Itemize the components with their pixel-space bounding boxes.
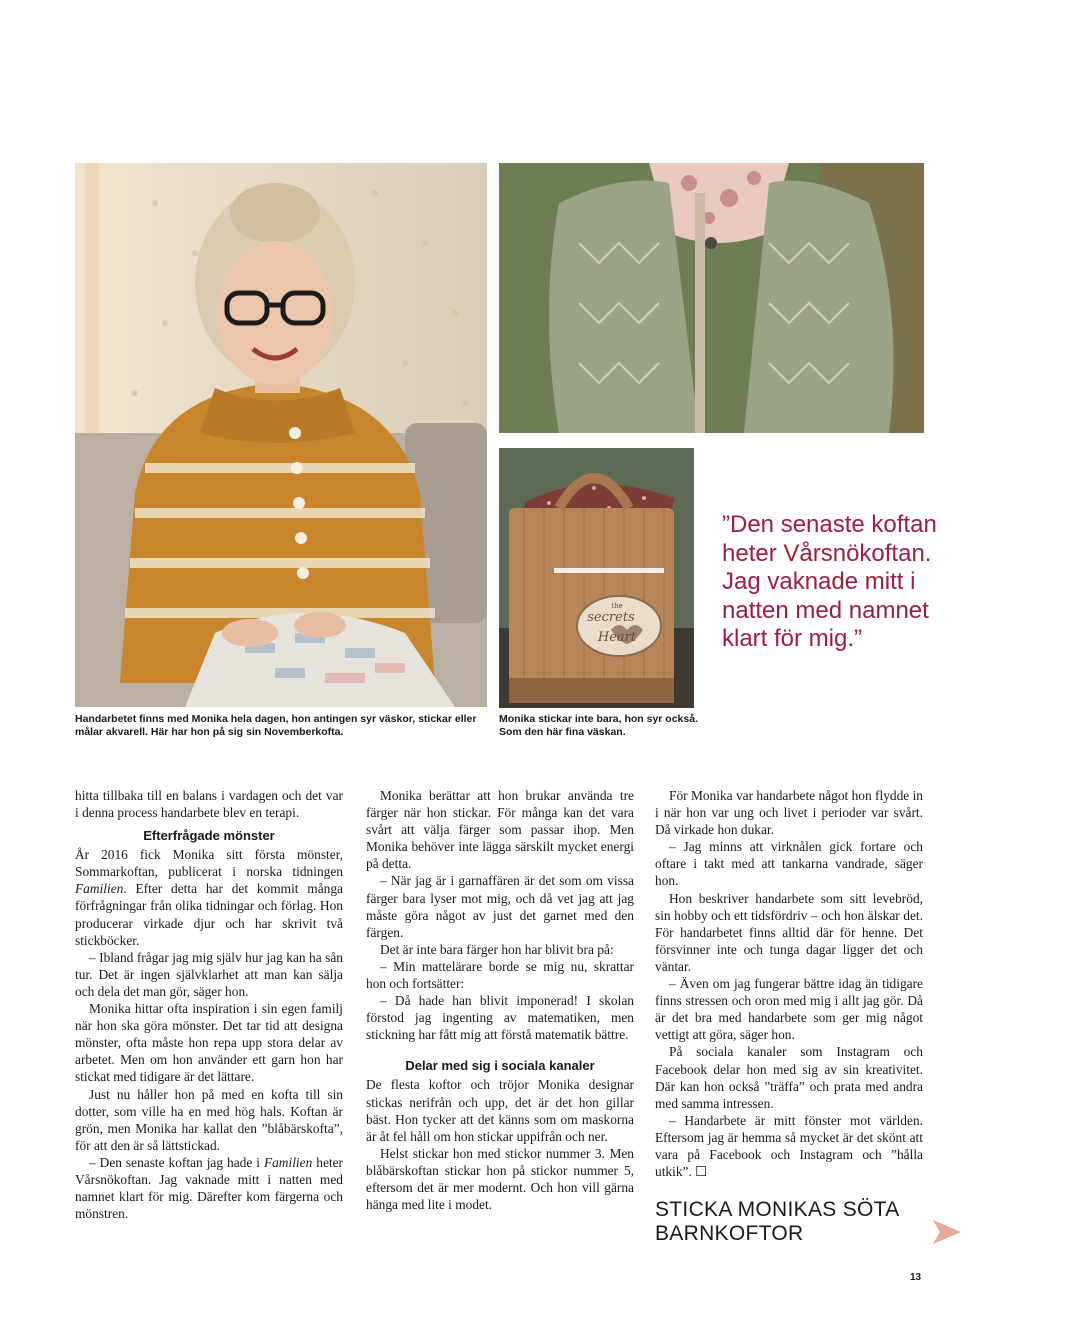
- cta-sticka-barnkoftor[interactable]: STICKA MONIKAS SÖTA BARNKOFTOR: [655, 1198, 899, 1245]
- subheading-efterfragade: Efterfrågade mönster: [143, 828, 275, 844]
- text-run: . Efter detta har det kommit många förfrågningar från olika tidningar och förlag. Hon producerar virkade djur och har skrivit två stickböcker.: [75, 881, 343, 948]
- magazine-title: Familien: [75, 881, 124, 897]
- arrow-right-icon[interactable]: [932, 1219, 962, 1250]
- article-column-1: [75, 787, 343, 1222]
- paragraph: Monika hittar ofta inspiration i sin egen familj när hon ska göra mönster. Det tar tid att designa mönster, ofta måste hon repa upp stora delar av arbetet. Men om hon använder ett garn hon har stickat med tidigare är det lättare.: [75, 1001, 343, 1085]
- paragraph: Monika berättar att hon brukar använda tre färger när hon stickar. För många kan det vara svårt att välja färger som passar ihop. Men Monika behöver inte lägga särskilt mycket energi på detta.: [366, 788, 634, 872]
- text-run: – Den senaste koftan jag hade i: [89, 1154, 264, 1170]
- magazine-title: Familien: [263, 1154, 313, 1170]
- paragraph: – När jag är i garnaffären är det som om vissa färger bara lyser mot mig, och då vet jag att jag måste göra något av just det garnet med den färgen.: [366, 873, 634, 940]
- article-column-3: [655, 787, 923, 1180]
- paragraph: Det är inte bara färger hon har blivit bra på:: [380, 941, 614, 957]
- caption-bag-photo: Monika stickar inte bara, hon syr också. Som den här fina väskan.: [499, 713, 698, 738]
- portrait-illustration: [75, 163, 487, 707]
- paragraph: För Monika var handarbete något hon flydde in i när hon var ung och livet i perioder var svårt. Då virkade hon dukar.: [655, 788, 923, 838]
- paragraph: [75, 846, 343, 949]
- paragraph: Just nu håller hon på med en kofta till sin dotter, som ville ha en med hög hals. Koftan är grön, men Monika har kallat den ”blåbärskofta”, för att den är så lättstickad.: [75, 1086, 343, 1153]
- paragraph: De flesta koftor och tröjor Monika designar stickas nerifrån och upp, det är det hon gillar bäst. Hon tycker att det känns som om maskorna är åt fel håll om hon stickar uppifrån och ner.: [366, 1077, 634, 1144]
- cardigan-illustration: [499, 163, 924, 433]
- bag-label-the: the: [611, 602, 623, 610]
- caption-cardigan: Monika vaknade och hade både mönstret och färgerna till Vårsnökoftan klart för sig.: [1009, 340, 1087, 414]
- photo-monika-cardigan: [75, 163, 487, 707]
- caption-main-photo: Handarbetet finns med Monika hela dagen, hon antingen syr väskor, stickar eller målar akvarell. Här har hon på sig sin Novemberkofta.: [75, 713, 477, 738]
- paragraph: – Då hade han blivit imponerad! I skolan förstod jag ingenting av matematiken, men stickning har fått mig att förstå matematik bättre.: [366, 993, 634, 1043]
- paragraph: [75, 1154, 343, 1222]
- article-column-2: [366, 787, 634, 1213]
- page-number: 13: [910, 1272, 922, 1283]
- paragraph: – Ibland frågar jag mig själv hur jag kan ha sån tur. Det är ingen självklarhet att man kan sälja och dela det man gör, säger hon.: [75, 949, 343, 999]
- text-run: År 2016 fick Monika sitt första mönster, Sommarkoftan, publicerat i norska tidningen: [75, 847, 343, 880]
- bag-label-secrets: secrets: [587, 610, 635, 625]
- paragraph: – Även om jag fungerar bättre idag än tidigare finns stressen och oron med mig i allt jag gör. Då är det bra med handarbete som ger mig något vettigt att göra, säger hon.: [655, 976, 923, 1043]
- paragraph: – Jag minns att virknålen gick fortare och oftare i takt med att tankarna vandrade, säger hon.: [655, 839, 923, 889]
- pull-quote: ”Den senaste koftan heter Vårsnökoftan. Jag vaknade mitt i natten med namnet klart för mig.”: [722, 511, 937, 652]
- text-run: heter Vårsnökoftan. Jag vaknade mitt i natten med namnet klart för mig. Därefter kom färgerna och mönstren.: [75, 1154, 344, 1222]
- paragraph: Helst stickar hon med stickor nummer 3. Men blåbärskoftan stickar hon på stickor nummer 5, eftersom det är mer modernt. Och hon vill gärna hänga med lite i modet.: [366, 1145, 634, 1213]
- paragraph: – Handarbete är mitt fönster mot världen. Eftersom jag är hemma så mycket är det skönt att vara på Facebook och Instagram och ”hålla utkik”. ☐: [655, 1112, 923, 1180]
- paragraph: Hon beskriver handarbete som sitt levebröd, sin hobby och ett tidsfördriv – och hon älskar det. För handarbetet finns alltid där för henne. Det försvinner inte och tunga dagar ligger det och väntar.: [655, 890, 923, 974]
- photo-sewn-bag: [499, 448, 694, 708]
- bag-label-heart: Heart: [597, 630, 637, 645]
- bag-illustration: [499, 448, 694, 708]
- subheading-delar: Delar med sig i sociala kanaler: [405, 1058, 595, 1074]
- paragraph: hitta tillbaka till en balans i vardagen och det var i denna process handarbete blev en terapi.: [75, 788, 343, 821]
- paragraph: – Min mattelärare borde se mig nu, skrattar hon och fortsätter:: [366, 958, 634, 992]
- photo-varsnokoftan: [499, 163, 1087, 433]
- paragraph: På sociala kanaler som Instagram och Facebook delar hon med sig av sin kreativitet. Där kan hon också ”träffa” och prata med andra med samma intressen.: [655, 1044, 923, 1111]
